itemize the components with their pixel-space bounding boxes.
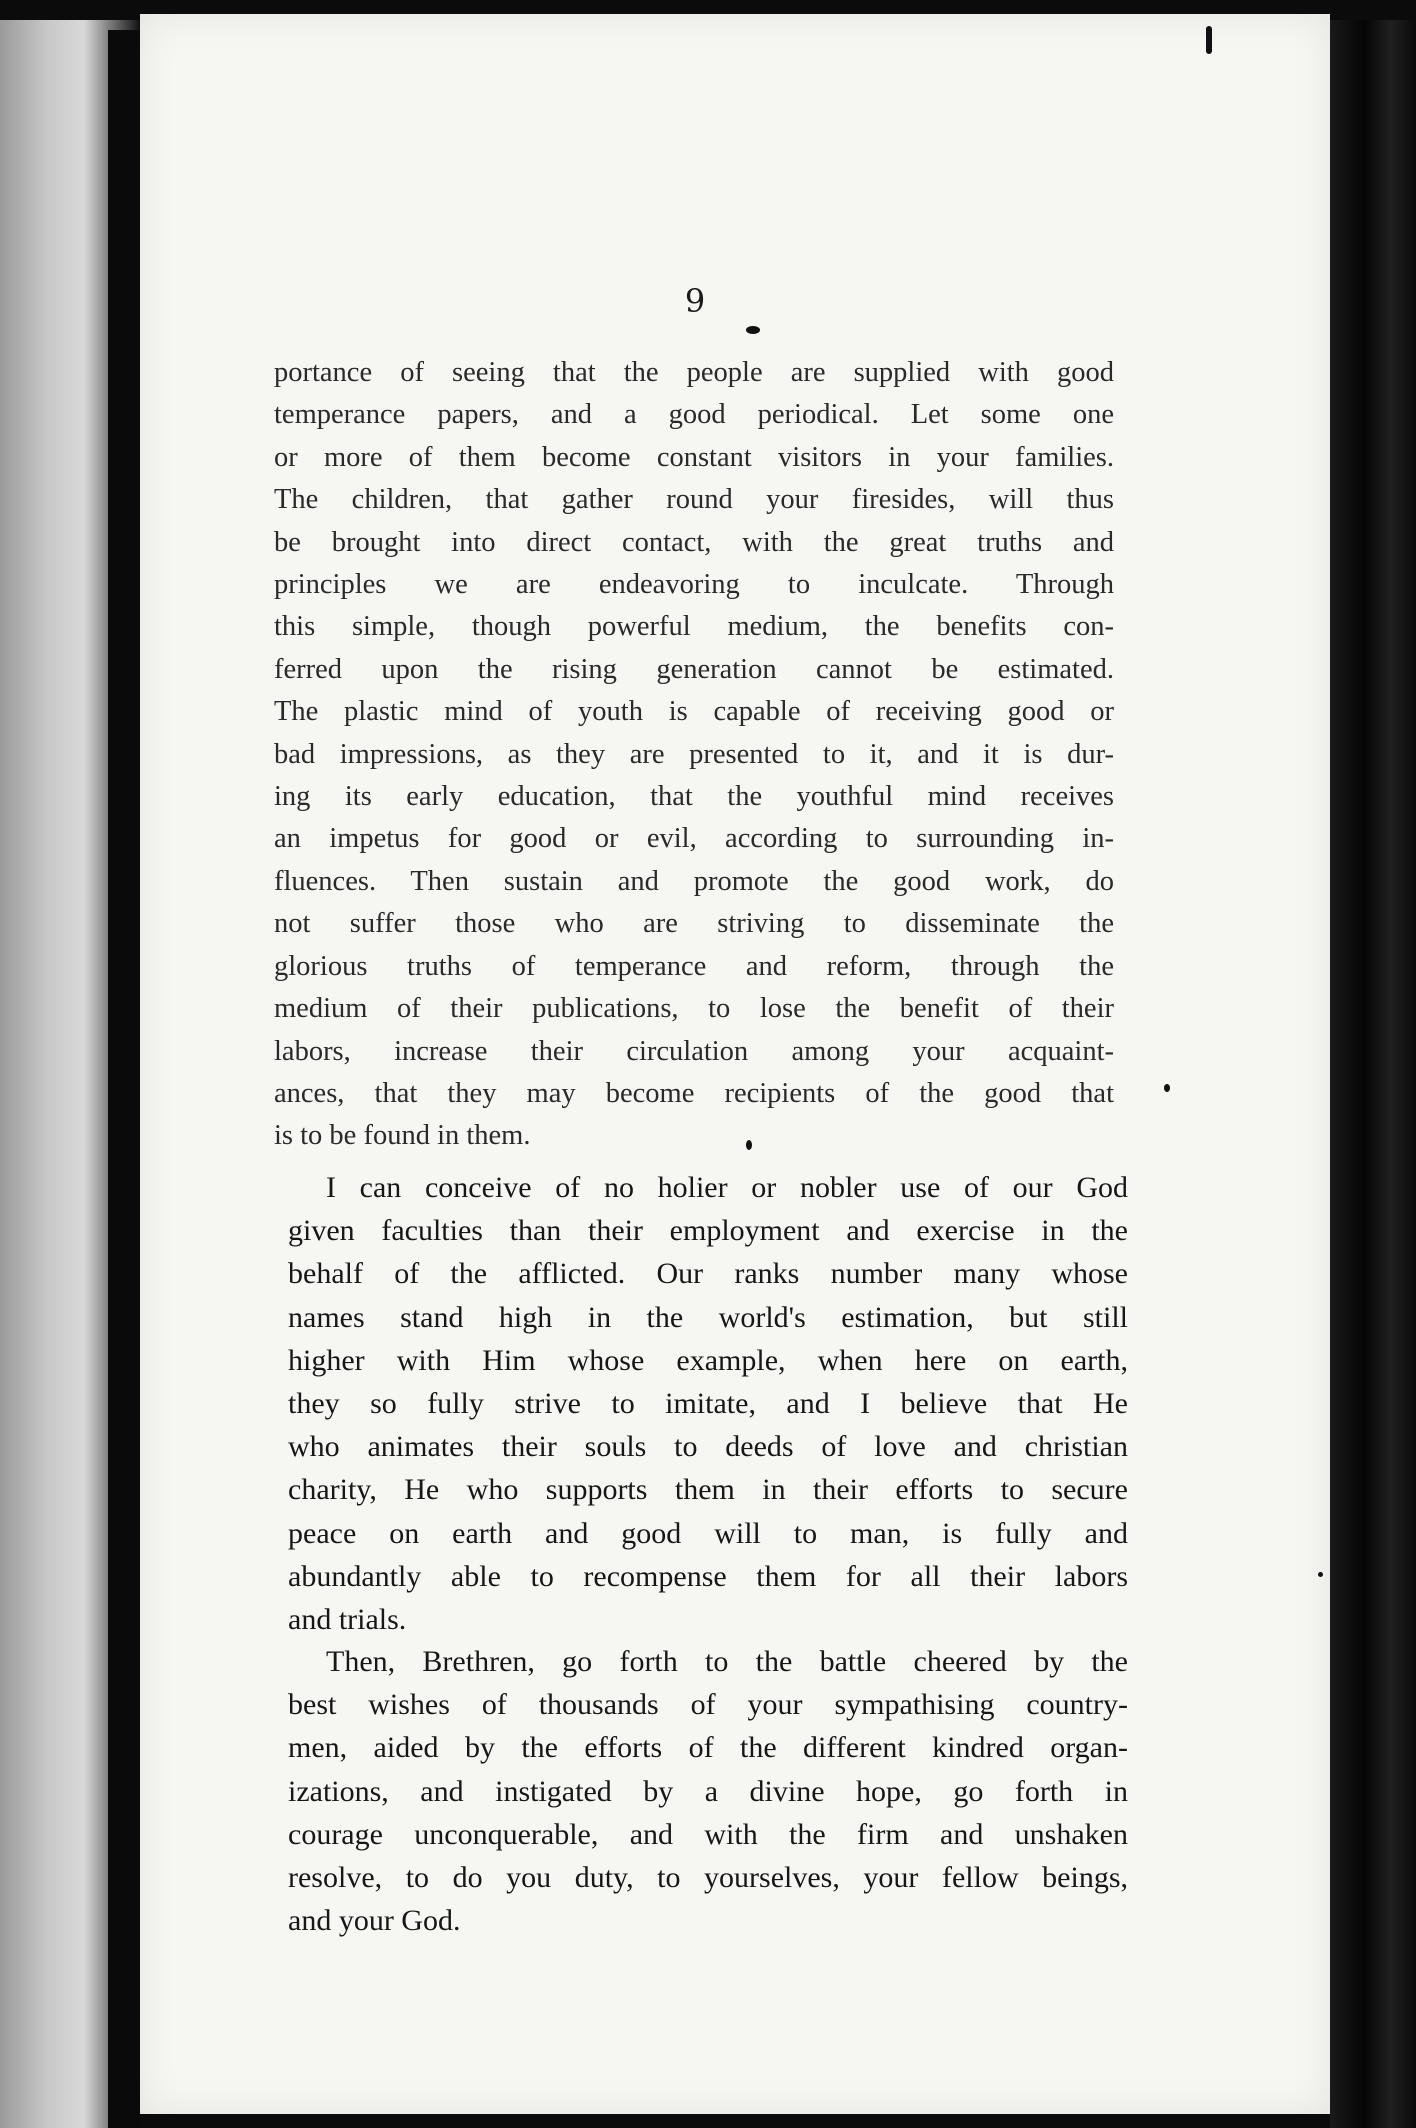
text-line: bad impressions, as they are presented to it, and it is dur- xyxy=(274,738,1114,770)
text-line: ferred upon the rising generation cannot be estimated. xyxy=(274,653,1114,685)
text-line: Then, Brethren, go forth to the battle cheered by the xyxy=(326,1645,1128,1678)
text-line: and trials. xyxy=(288,1603,407,1637)
text-line: fluences. Then sustain and promote the good work, do xyxy=(274,865,1114,897)
text-line: is to be found in them. xyxy=(274,1120,531,1152)
text-line: peace on earth and good will to man, is fully and xyxy=(288,1516,1128,1550)
paragraph-2 xyxy=(288,1166,1128,1641)
text-line: resolve, to do you duty, to yourselves, your fellow beings, xyxy=(288,1861,1128,1895)
text-line: I can conceive of no holier or nobler use of our God xyxy=(326,1171,1128,1204)
ink-speck xyxy=(1318,1572,1323,1577)
text-line: The plastic mind of youth is capable of receiving good or xyxy=(274,696,1114,728)
text-line: portance of seeing that the people are supplied with good xyxy=(274,357,1114,388)
text-line: temperance papers, and a good periodical. Let some one xyxy=(274,399,1114,431)
text-line: ing its early education, that the youthful mind receives xyxy=(274,781,1114,813)
text-line: not suffer those who are striving to disseminate the xyxy=(274,908,1114,940)
text-line: The children, that gather round your firesides, will thus xyxy=(274,484,1114,516)
text-line: men, aided by the efforts of the different kindred organ- xyxy=(288,1731,1128,1765)
text-line: be brought into direct contact, with the great truths and xyxy=(274,526,1114,558)
text-line: principles we are endeavoring to inculcate. Through xyxy=(274,569,1114,601)
text-line: ances, that they may become recipients of the good that xyxy=(274,1077,1114,1109)
text-line: they so fully strive to imitate, and I believe that He xyxy=(288,1387,1128,1421)
text-line: medium of their publications, to lose the benefit of their xyxy=(274,993,1114,1025)
ink-speck xyxy=(746,326,760,334)
book-spine-shadow xyxy=(108,30,140,2128)
text-line: an impetus for good or evil, according to surrounding in- xyxy=(274,823,1114,855)
text-line: who animates their souls to deeds of love and christian xyxy=(288,1430,1128,1464)
text-line: glorious truths of temperance and reform, through the xyxy=(274,950,1114,982)
text-line: or more of them become constant visitors in your families. xyxy=(274,441,1114,473)
text-line: behalf of the afflicted. Our ranks number many whose xyxy=(288,1257,1128,1291)
ink-speck xyxy=(1164,1084,1170,1092)
text-line: given faculties than their employment and exercise in the xyxy=(288,1214,1128,1248)
ink-speck xyxy=(746,1140,752,1150)
text-line: abundantly able to recompense them for all their labors xyxy=(288,1559,1128,1593)
text-line: courage unconquerable, and with the firm and unshaken xyxy=(288,1817,1128,1851)
paragraph-3 xyxy=(288,1640,1128,1942)
paragraph-1 xyxy=(274,352,1114,1158)
page-number: 9 xyxy=(684,282,706,320)
text-line: labors, increase their circulation among your acquaint- xyxy=(274,1035,1114,1067)
text-line: and your God. xyxy=(288,1904,461,1938)
text-line: charity, He who supports them in their efforts to secure xyxy=(288,1473,1128,1507)
text-line: izations, and instigated by a divine hope, go forth in xyxy=(288,1774,1128,1808)
text-line: higher with Him whose example, when here on earth, xyxy=(288,1343,1128,1377)
ink-speck xyxy=(1206,26,1212,54)
text-line: this simple, though powerful medium, the benefits con- xyxy=(274,611,1114,643)
text-line: best wishes of thousands of your sympathising country- xyxy=(288,1688,1128,1722)
text-line: names stand high in the world's estimation, but still xyxy=(288,1300,1128,1334)
